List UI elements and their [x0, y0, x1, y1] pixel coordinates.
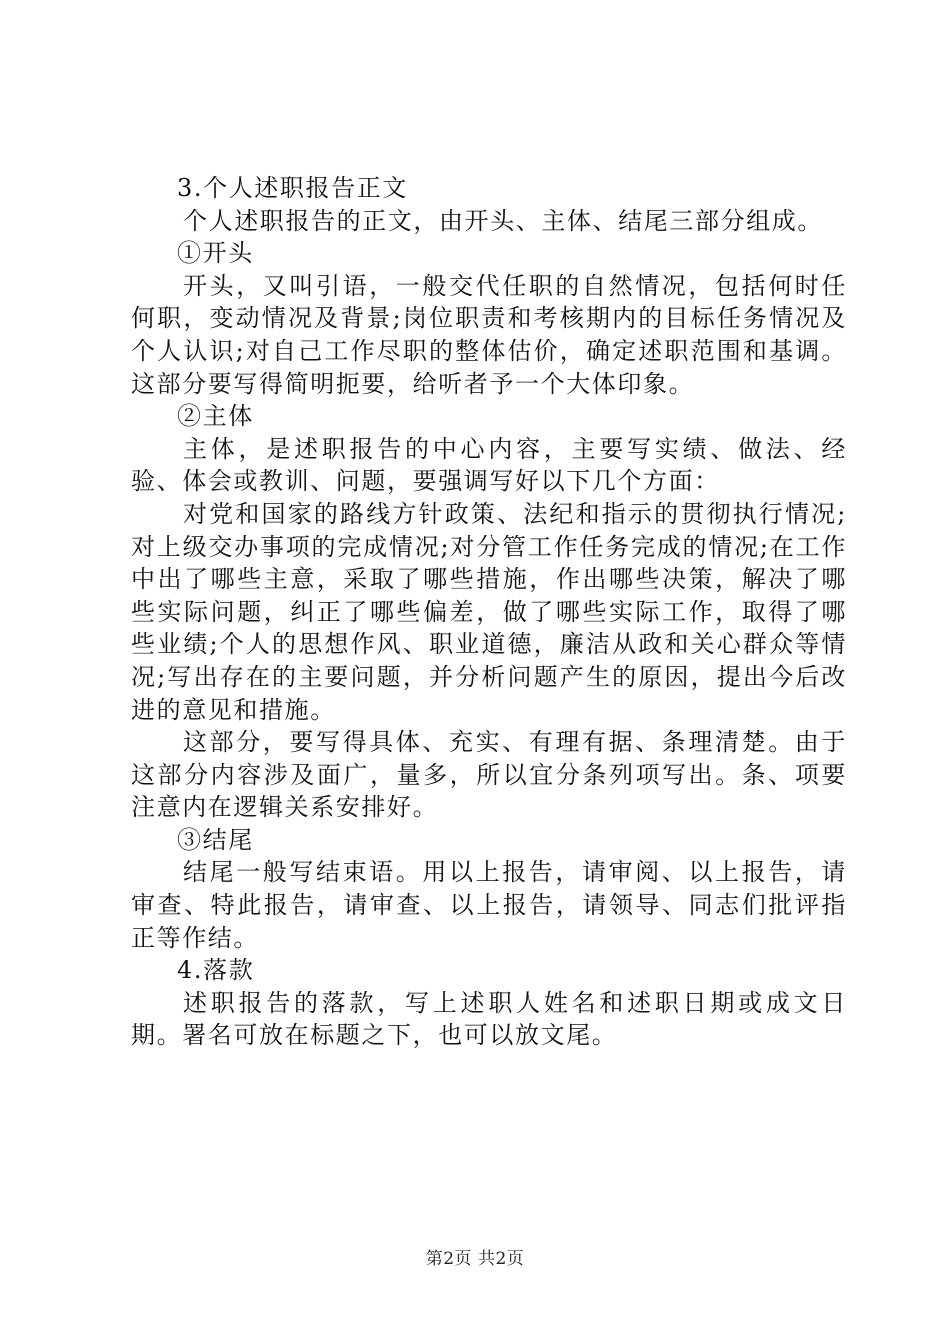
section-heading-body-text: 3.个人述职报告正文 — [177, 174, 408, 202]
subheading-main-body: ②主体 — [177, 402, 254, 431]
document-body — [131, 172, 847, 1052]
paragraph-signature: 述职报告的落款，写上述职人姓名和述职日期或成文日期。署名可放在标题之下，也可以放文尾。 — [131, 988, 847, 1050]
paragraph-main-body: 主体，是述职报告的中心内容，主要写实绩、做法、经验、体会或教训、问题，要强调写好以下几个方面： — [131, 434, 847, 496]
page-footer: 第2页 共2页 — [425, 1249, 525, 1269]
paragraph-composition: 个人述职报告的正文，由开头、主体、结尾三部分组成。 — [183, 206, 823, 235]
paragraph-main-requirements: 这部分，要写得具体、充实、有理有据、条理清楚。由于这部分内容涉及面广，量多，所以宜分条列项写出。条、项要注意内在逻辑关系安排好。 — [131, 728, 847, 822]
section-heading-signature: 4.落款 — [177, 956, 255, 985]
subheading-opening: ①开头 — [177, 239, 254, 268]
paragraph-main-aspects: 对党和国家的路线方针政策、法纪和指示的贯彻执行情况;对上级交办事项的完成情况;对分管工作任务完成的情况;在工作中出了哪些主意，采取了哪些措施，作出哪些决策，解决了哪些实际问题，纠正了哪些偏差，做了哪些实际工作，取得了哪些业绩;个人的思想作风、职业道德，廉洁从政和关心群众等情况;写出存在的主要问题，并分析问题产生的原因，提出今后改进的意见和措施。 — [131, 499, 847, 724]
paragraph-ending: 结尾一般写结束语。用以上报告，请审阅、以上报告，请审查、特此报告，请审查、以上报告，请领导、同志们批评指正等作结。 — [131, 858, 847, 952]
paragraph-opening: 开头，又叫引语，一般交代任职的自然情况，包括何时任何职，变动情况及背景;岗位职责和考核期内的目标任务情况及个人认识;对自己工作尽职的整体估价，确定述职范围和基调。这部分要写得简明扼要，给听者予一个大体印象。 — [131, 271, 847, 398]
subheading-ending: ③结尾 — [177, 825, 254, 854]
